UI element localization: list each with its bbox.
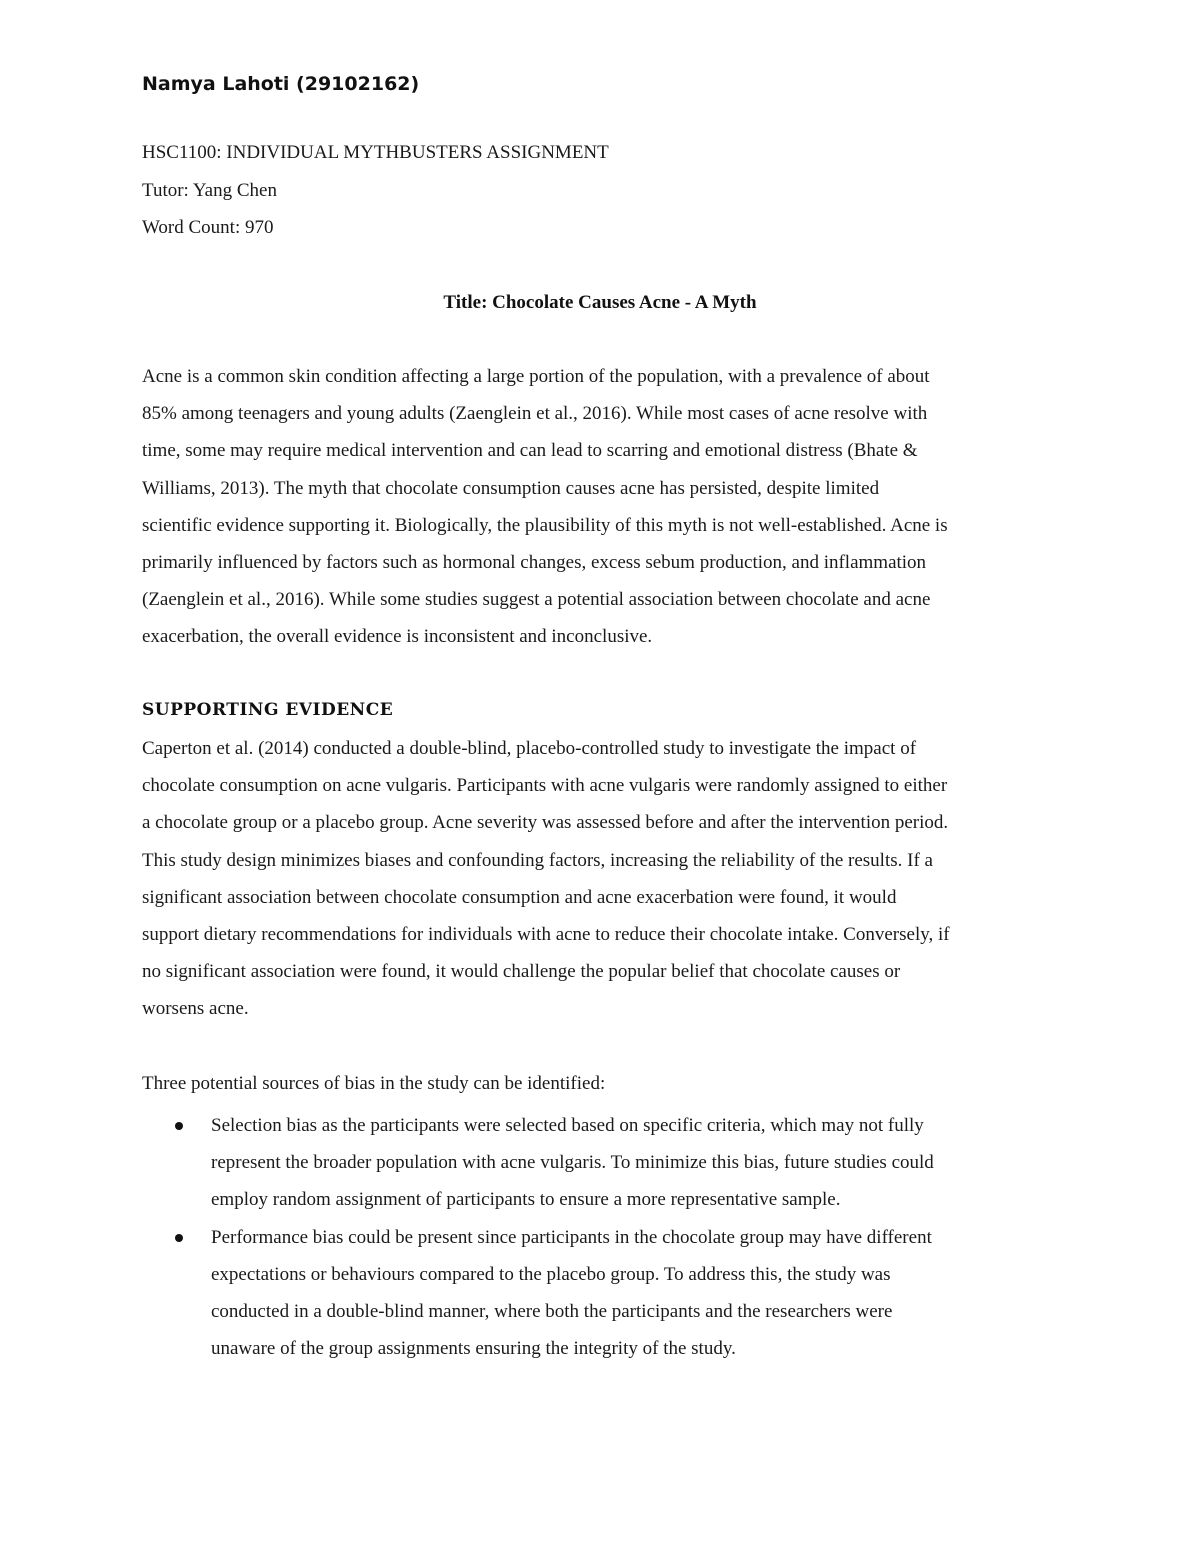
paragraph-line: Three potential sources of bias in the study can be identified: [142,1073,606,1094]
paragraph-line: This study design minimizes biases and confounding factors, increasing the reliability of the results. If a [142,849,933,871]
evidence-paragraph [142,730,1072,1028]
paragraph-line: chocolate consumption on acne vulgaris. Participants with acne vulgaris were randomly assigned to either [142,775,948,797]
paragraph-line: support dietary recommendations for individuals with acne to reduce their chocolate intake. Conversely, if [142,924,950,946]
document-title: Title: Chocolate Causes Acne - A Myth [443,292,757,313]
paragraph-line: Williams, 2013). The myth that chocolate consumption causes acne has persisted, despite limited [142,477,880,499]
list-item-line: represent the broader population with acne vulgaris. To minimize this bias, future studies could [211,1152,934,1174]
word-count-line: Word Count: 970 [142,217,274,238]
author-name: Namya Lahoti (29102162) [142,73,420,95]
bullet-icon [175,1234,183,1242]
tutor-line: Tutor: Yang Chen [142,180,277,201]
list-item-line: conducted in a double-blind manner, where both the participants and the researchers were [211,1301,893,1323]
list-item [142,1107,1072,1219]
paragraph-line: (Zaenglein et al., 2016). While some studies suggest a potential association between chocolate and acne [142,589,931,611]
list-item-line: expectations or behaviours compared to the placebo group. To address this, the study was [211,1263,891,1285]
course-line: HSC1100: INDIVIDUAL MYTHBUSTERS ASSIGNMENT [142,142,609,163]
list-item-line: unaware of the group assignments ensuring the integrity of the study. [211,1338,736,1360]
paragraph-line: no significant association were found, it would challenge the popular belief that chocolate causes or [142,961,901,983]
list-item-line: Selection bias as the participants were selected based on specific criteria, which may not fully [211,1115,924,1136]
paragraph-line: worsens acne. [142,998,249,1020]
list-item-line: employ random assignment of participants to ensure a more representative sample. [211,1189,841,1211]
paragraph-line: time, some may require medical intervention and can lead to scarring and emotional distress (Bhate & [142,440,918,462]
paragraph-line: a chocolate group or a placebo group. Acne severity was assessed before and after the intervention period. [142,812,949,834]
paragraph-line: exacerbation, the overall evidence is inconsistent and inconclusive. [142,626,653,648]
bias-intro [142,1065,1072,1102]
bullet-icon [175,1122,183,1130]
paragraph-line: Caperton et al. (2014) conducted a double-blind, placebo-controlled study to investigate the impact of [142,738,917,759]
paragraph-line: significant association between chocolate consumption and acne exacerbation were found, it would [142,886,897,908]
bias-list [142,1107,1072,1367]
paragraph-line: scientific evidence supporting it. Biologically, the plausibility of this myth is not well-established. Acne is [142,514,948,536]
section-heading: SUPPORTING EVIDENCE [142,700,394,720]
intro-paragraph [142,358,1072,656]
paragraph-line: 85% among teenagers and young adults (Zaenglein et al., 2016). While most cases of acne resolve with [142,403,928,425]
list-item [142,1219,1072,1368]
paragraph-line: primarily influenced by factors such as hormonal changes, excess sebum production, and inflammation [142,552,927,574]
paragraph-line: Acne is a common skin condition affecting a large portion of the population, with a prevalence of about [142,366,930,387]
list-item-line: Performance bias could be present since participants in the chocolate group may have different [211,1226,932,1248]
